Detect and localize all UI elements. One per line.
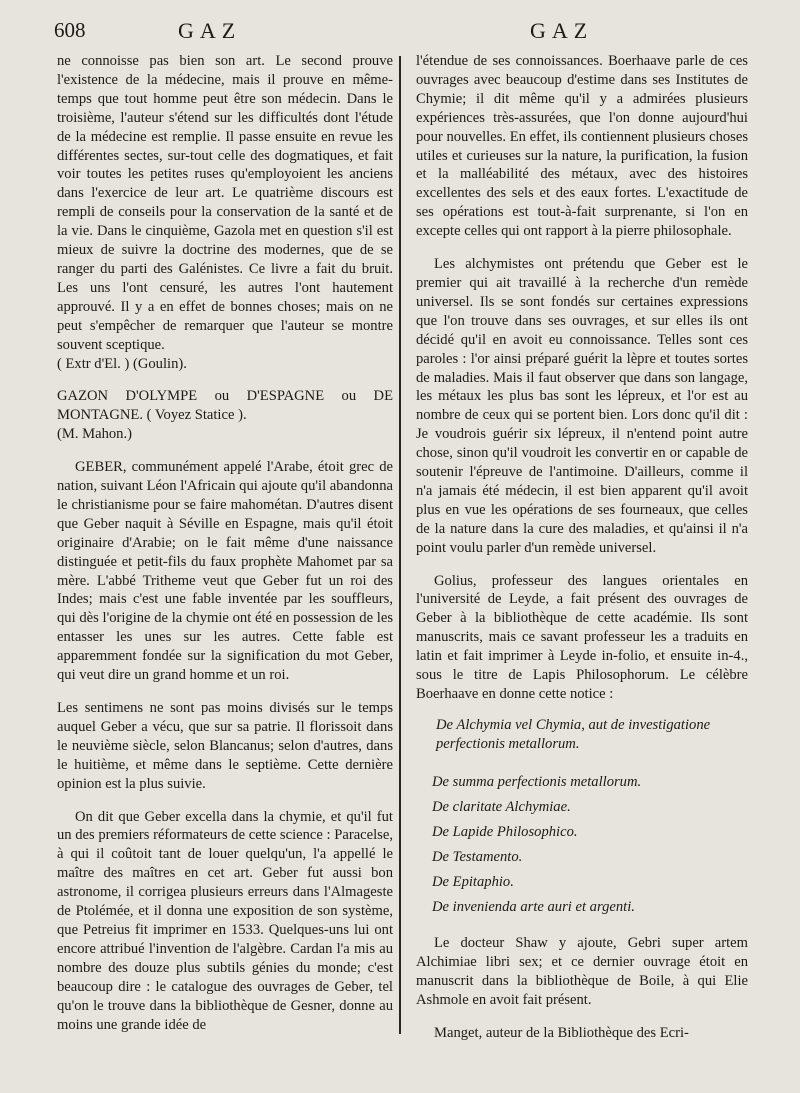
works-list-intro: De Alchymia vel Chymia, aut de investigatione perfectionis metallorum.	[436, 716, 711, 752]
paragraph: Les sentimens ne sont pas moins divisés sur le temps auquel Geber a vécu, que sur sa patrie. Il florissoit dans le neuvième siècle, selon Blancanus; selon d'autres, dans le huitième, et même dans le septième. Cette dernière opinion est la plus suivie.	[57, 700, 393, 792]
paragraph: ne connoisse pas bien son art. Le second prouve l'existence de la médecine, mais il prouve en même-temps que tout homme peut être son médecin. Dans le troisième, l'auteur s'étend sur les difficultés dont l'étude de la médecine est remplie. Il passe ensuite en revue les différentes sectes, sur-tout celle des dogmatiques, et fait voir toutes les petites ruses qu'employoient les anciens dans l'exercice de leur art. Le quatrième discours est rempli de conseils pour la conservation de la santé et de la vie. Dans le cinquième, Gazola met en question s'il est mieux de suivre la doctrine des modernes, que de se ranger du parti des Galénistes. Ce livre a fait du bruit. Les uns l'ont censuré, les autres l'ont hautement approuvé. Il y a en effet de bonnes choses; mais on ne peut s'empêcher de remarquer que l'auteur se montre souvent sceptique.	[57, 53, 393, 353]
works-list-item: De Epitaphio.	[432, 873, 514, 890]
works-list-item: De invenienda arte auri et argenti.	[432, 898, 635, 915]
right-column	[416, 52, 748, 1042]
page-number: 608	[54, 18, 86, 42]
source-citation: ( Extr d'El. ) (Goulin).	[57, 355, 187, 372]
left-column	[57, 52, 393, 1034]
works-list-item: De Testamento.	[432, 848, 523, 865]
paragraph: Les alchymistes ont prétendu que Geber est le premier qui ait travaillé à la recherche d'un remède universel. Ils se sont fondés sur certaines expressions que l'on trouve dans ses ouvrages, et sur elles ils ont décidé qu'il en avoit eu connoissance. Telles sont ces paroles : l'or ainsi préparé guérit la lèpre et toutes sortes de maladies. Mais il faut observer que dans son langage, les métaux les plus bas sont les lépreux, et l'or est au nombre de ceux qui se portent bien. Lors donc qu'il dit : Je voudrois guérir six lépreux, il n'entend point autre chose, sinon qu'il voudroit les convertir en or capable de soutenir l'épreuve de l'antimoine. D'ailleurs, comme il n'a jamais été médecin, il est bien apparent qu'il avoit plus en vue les opérations de ses fourneaux, que celles de la nature dans la cure des maladies, et qu'ainsi il n'a point voulu parler d'un remède universel.	[416, 256, 748, 556]
running-title-right: GAZ	[530, 18, 594, 43]
entry-author: (M. Mahon.)	[57, 426, 132, 443]
works-list-item: De Lapide Philosophico.	[432, 823, 578, 840]
paragraph: l'étendue de ses connoissances. Boerhaave parle de ces ouvrages avec beaucoup d'estime dans ses Institutes de Chymie; il dit même qu'il y a admirées plusieurs expériences très-assurées, que l'on donne aujourd'hui pour nouvelles. En effet, ils contiennent plusieurs choses utiles et curieuses sur la nature, la purification, la fusion et la malléabilité des métaux, avec des histoires excellentes des sels et des eaux fortes. L'exactitude de ses opérations est tout-à-fait surprenante, si l'on en excepte celles qui ont rapport à la pierre philosophale.	[416, 53, 748, 240]
paragraph: GEBER, communément appelé l'Arabe, étoit grec de nation, suivant Léon l'Africain qui ajoute qu'il abandonna le christianisme pour se faire mahométan. D'autres disent que Geber naquit à Séville en Espagne, mais qu'il étoit originaire d'Arabie; on le fait même d'une naissance distinguée et petit-fils du faux prophète Mahomet par sa mère. L'abbé Tritheme veut que Geber fut un roi des Indes; mais c'est une fable inventée par les souffleurs, qui dès l'origine de la chymie ont été en possession de les entasser les unes sur les autres. Cette fable est apparemment fondée sur la signification du mot Geber, qui veut dire un grand homme et un roi.	[57, 459, 393, 684]
paragraph: Manget, auteur de la Bibliothèque des Ecri-	[434, 1024, 689, 1041]
paragraph: On dit que Geber excella dans la chymie, et qu'il fut un des premiers réformateurs de cette science : Paracelse, à qui il coûtoit tant de louer quelqu'un, l'a appellé le maître des maîtres en cet art. Geber fut aussi bon astronome, il corrigea plusieurs erreurs dans l'Almageste de Ptolémée, et il donna une exposition de son système, que Petreius fit imprimer en 1533. Quelques-uns lui ont encore attribué l'invention de l'algèbre. Cardan l'a mis au nombre des douze plus subtils génies du monde; c'est beaucoup dire : le catalogue des ouvrages de Geber, tel qu'on le trouve dans la bibliothèque de Gesner, donne au moins une grande idée de	[57, 808, 393, 1033]
works-list-item: De claritate Alchymiae.	[432, 798, 571, 815]
paragraph: Golius, professeur des langues orientales en l'université de Leyde, a fait présent des ouvrages de Geber à la bibliothèque de cette académie. Ils sont manuscrits, mais ce savant professeur les a traduits en latin et fait imprimer à Leyde in-folio, et ensuite in-4., sous le titre de Lapis Philosophorum. Le célèbre Boerhaave en donne cette notice :	[416, 572, 748, 702]
entry-heading: GAZON D'OLYMPE ou D'ESPAGNE ou DE MONTAGNE. ( Voyez Statice ).	[57, 388, 393, 424]
works-list	[416, 716, 748, 920]
paragraph: Le docteur Shaw y ajoute, Gebri super artem Alchimiae libri sex; et ce dernier ouvrage étoit en manuscrit dans la bibliothèque de Boile, à qui Elie Ashmole en avoit fait présent.	[416, 934, 748, 1008]
column-divider	[399, 56, 401, 1034]
works-list-item: De summa perfectionis metallorum.	[432, 773, 642, 790]
running-title-left: GAZ	[178, 18, 242, 43]
